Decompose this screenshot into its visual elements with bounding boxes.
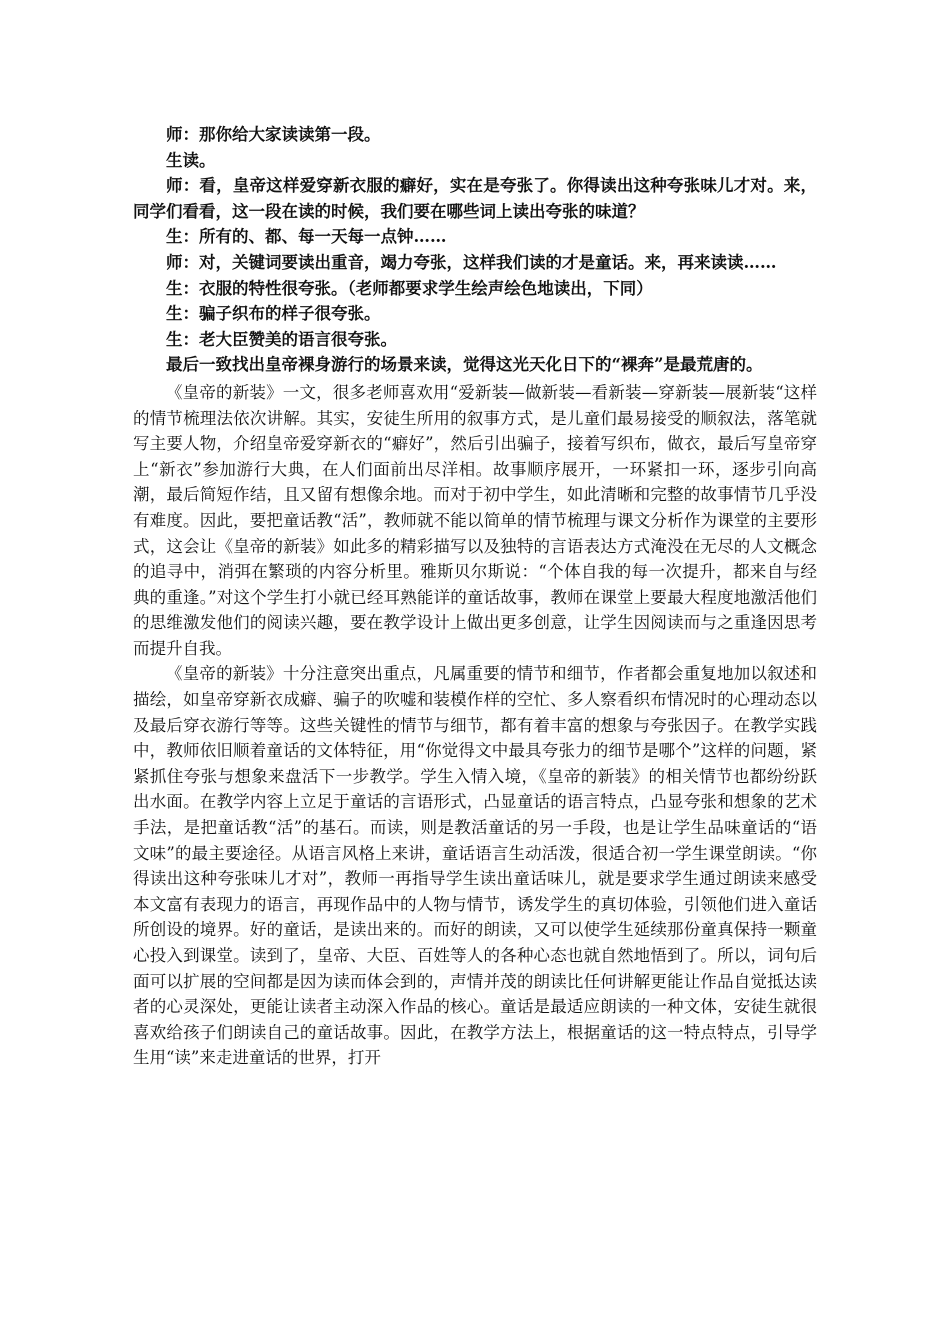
dialogue-summary: 最后一致找出皇帝裸身游行的场景来读，觉得这光天化日下的“裸奔”是最荒唐的。: [166, 355, 763, 375]
dialogue-line-student-1: 生读。: [166, 150, 216, 170]
body-paragraph-2: 《皇帝的新装》十分注意突出重点，凡属重要的情节和细节，作者都会重复地加以叙述和描绘，如皇帝穿新衣成癖、骗子的吹嘘和装模作样的空忙、多人察看织布情况时的心理动态以及最后穿衣游行等等。这些关键性的情节与细节，都有着丰富的想象与夸张因子。在教学实践中，教师依旧顺着童话的文体特征，用“你觉得文中最具夸张力的细节是哪个”这样的问题，紧紧抓住夸张与想象来盘活下一步教学。学生入情入境，《皇帝的新装》的相关情节也都纷纷跃出水面。在教学内容上立足于童话的言语形式，凸显童话的语言特点，凸显夸张和想象的艺术手法，是把童话教“活”的基石。而读，则是教活童话的另一手段，也是让学生品味童话的“语文味”的最主要途径。从语言风格上来讲，童话语言生动活泼，很适合初一学生课堂朗读。“你得读出这种夸张味儿才对”，教师一再指导学生读出童话味儿，就是要求学生通过朗读来感受本文富有表现力的语言，再现作品中的人物与情节，诱发学生的真切体验，引领他们进入童话所创设的境界。好的童话，是读出来的。而好的朗读，又可以使学生延续那份童真保持一颗童心投入到课堂。读到了，皇帝、大臣、百姓等人的各种心态也就自然地悟到了。所以，词句后面可以扩展的空间都是因为读而体会到的，声情并茂的朗读比任何讲解更能让作品自觉抵达读者的心灵深处，更能让读者主动深入作品的核心。童话是最适应朗读的一种文体，安徒生就很喜欢给孩子们朗读自己的童话故事。因此，在教学方法上，根据童话的这一特点特点，引导学生用“读”来走进童话的世界，打开: [133, 664, 817, 1068]
dialogue-line-teacher-1: 师：那你给大家读读第一段。: [166, 125, 381, 144]
dialogue-line-student-4: 生：骗子织布的样子很夸张。: [166, 304, 381, 324]
dialogue-line-student-2: 生：所有的、都、每一天每一点钟……: [166, 227, 447, 247]
document-page: [133, 122, 817, 1071]
body-paragraph-1: 《皇帝的新装》一文，很多老师喜欢用“爱新装—做新装—看新装—穿新装—展新装“这样的情节梳理法依次讲解。其实，安徒生所用的叙事方式，是儿童们最易接受的顺叙法，落笔就写主要人物，介绍皇帝爱穿新衣的“癖好”，然后引出骗子，接着写织布，做衣，最后写皇帝穿上“新衣”参加游行大典，在人们面前出尽洋相。故事顺序展开，一环紧扣一环，逐步引向高潮，最后简短作结，且又留有想像余地。而对于初中学生，如此清晰和完整的故事情节几乎没有难度。因此，要把童话教“活”，教师就不能以简单的情节梳理与课文分析作为课堂的主要形式，这会让《皇帝的新装》如此多的精彩描写以及独特的言语表达方式淹没在无尽的人文概念的追寻中，消弭在繁琐的内容分析里。雅斯贝尔斯说：“个体自我的每一次提升，都来自与经典的重逢。”对这个学生打小就已经耳熟能详的童话故事，教师在课堂上要最大程度地激活他们的思维激发他们的阅读兴趣，要在教学设计上做出更多创意，让学生因阅读而与之重逢因思考而提升自我。: [133, 382, 817, 658]
dialogue-line-teacher-3: 师：对，关键词要读出重音，竭力夸张，这样我们读的才是童话。来，再来读读……: [166, 252, 777, 272]
dialogue-line-student-5: 生：老大臣赞美的语言很夸张。: [166, 329, 397, 349]
dialogue-line-student-3: 生：衣服的特性很夸张。（老师都要求学生绘声绘色地读出，下同）: [166, 278, 653, 298]
dialogue-line-teacher-2: 师：看，皇帝这样爱穿新衣服的癖好，实在是夸张了。你得读出这种夸张味儿才对。来，同学们看看，这一段在读的时候，我们要在哪些词上读出夸张的味道？: [133, 176, 817, 221]
